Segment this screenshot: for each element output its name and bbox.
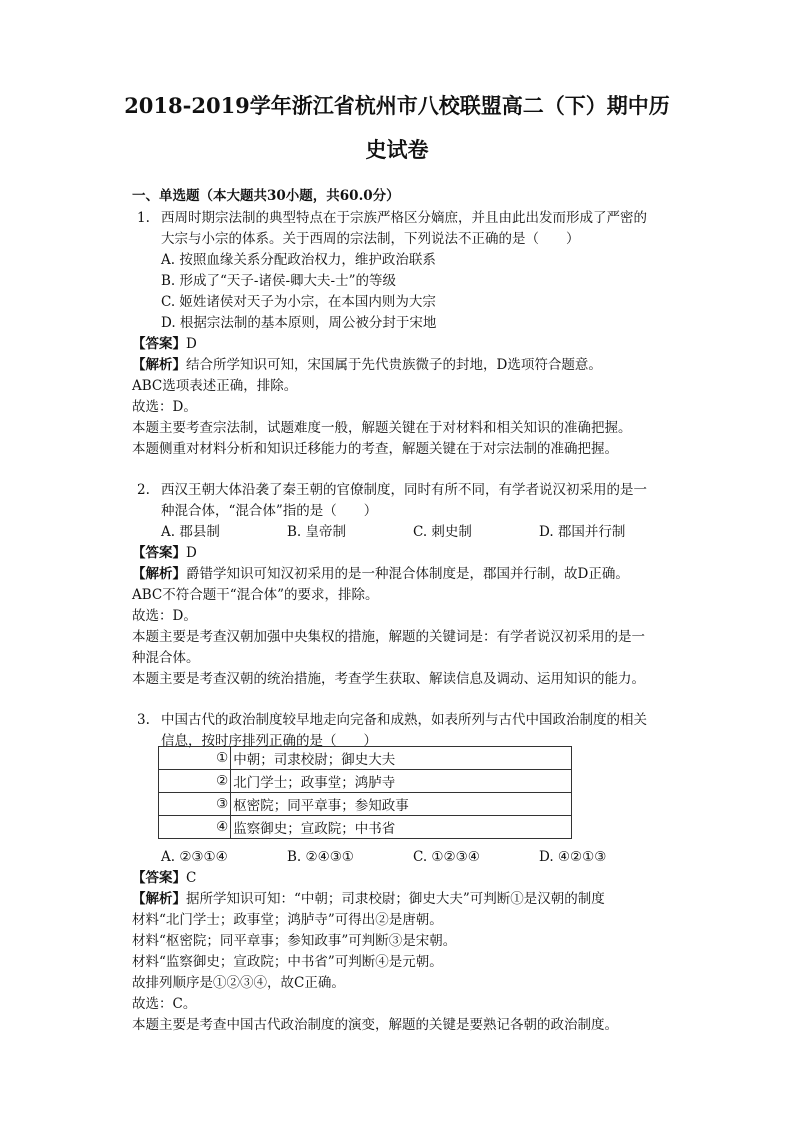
title-line-1: 2018-2019学年浙江省杭州市八校联盟高二（下）期中历: [124, 93, 670, 118]
q1-option-c: C. 姬姓诸侯对天子为小宗，在本国内则为大宗: [161, 294, 436, 310]
q2-analysis-label: 【解析】: [132, 566, 186, 582]
q2-answer-value: D: [186, 545, 197, 561]
q3-stem-line-1: 中国古代的政治制度较早地走向完备和成熟，如表所列与古代中国政治制度的相关: [161, 712, 647, 728]
q3-option-a: A. ②③①④: [161, 849, 228, 865]
q2-stem-line-2: 种混合体，“混合体”指的是（ ）: [161, 503, 378, 519]
section-heading: 一、单选题（本大题共30小题，共60.0分）: [132, 188, 400, 204]
q1-analysis-label: 【解析】: [132, 357, 186, 373]
q3-option-c: C. ①②③④: [413, 849, 480, 865]
table-row: [159, 816, 572, 839]
q1-stem-line-2: 大宗与小宗的体系。关于西周的宗法制，下列说法不正确的是（ ）: [161, 231, 580, 247]
q1-number: 1.: [137, 210, 150, 226]
q1-option-b: B. 形成了“天子-诸侯-卿大夫-士”的等级: [161, 273, 396, 289]
q3-analysis-line-6: 故选：C。: [132, 996, 197, 1012]
q3-analysis-line-7: 本题主要是考查中国古代政治制度的演变，解题的关键是要熟记各朝的政治制度。: [132, 1017, 618, 1033]
table-cell-text: 监察御史；宣政院；中书省: [231, 816, 572, 839]
q3-analysis-label: 【解析】: [132, 891, 186, 907]
q3-option-d: D. ④②①③: [539, 849, 607, 865]
q2-option-a: A. 郡县制: [161, 524, 220, 540]
q3-stem-line-2: 信息，按时序排列正确的是（ ）: [161, 733, 377, 749]
table-cell-text: 枢密院；同平章事；参知政事: [231, 793, 572, 816]
q3-table: [158, 746, 572, 839]
q3-answer-value: C: [186, 870, 197, 886]
table-cell-number: ②: [159, 770, 231, 793]
q1-analysis-line-4: 本题主要考查宗法制，试题难度一般，解题关键在于对材料和相关知识的准确把握。: [132, 420, 632, 436]
q3-analysis-line-3: 材料“枢密院；同平章事；参知政事”可判断③是宋朝。: [132, 933, 457, 949]
table-row: [159, 770, 572, 793]
title-line-2: 史试卷: [365, 137, 429, 162]
q1-answer: [132, 334, 197, 354]
q3-number: 3.: [137, 712, 150, 728]
q2-number: 2.: [137, 482, 150, 498]
q2-analysis-text-1: 爵错学知识可知汉初采用的是一种混合体制度是，郡国并行制，故D正确。: [186, 566, 629, 582]
q3-answer-label: 【答案】: [132, 870, 186, 886]
q1-answer-value: D: [186, 336, 197, 352]
q2-analysis-line-3: 故选：D。: [132, 608, 197, 624]
q3-analysis-line-2: 材料“北门学士；政事堂；鸿胪寺”可得出②是唐朝。: [132, 912, 443, 928]
q1-option-d: D. 根据宗法制的基本原则，周公被分封于宋地: [161, 315, 437, 331]
q1-stem-line-1: 西周时期宗法制的典型特点在于宗族严格区分嫡庶，并且由此出发而形成了严密的: [161, 210, 647, 226]
table-cell-text: 北门学士；政事堂；鸿胪寺: [231, 770, 572, 793]
q1-analysis-line-3: 故选：D。: [132, 399, 197, 415]
q1-answer-label: 【答案】: [132, 336, 186, 352]
q2-option-d: D. 郡国并行制: [539, 524, 626, 540]
q1-analysis-line-2: ABC选项表述正确，排除。: [132, 378, 298, 394]
q3-answer: [132, 868, 196, 888]
q2-analysis-line-2: ABC不符合题干“混合体”的要求，排除。: [132, 587, 379, 603]
q2-option-c: C. 刺史制: [413, 524, 472, 540]
q3-analysis-text-1: 据所学知识可知：“中朝；司隶校尉；御史大夫”可判断①是汉朝的制度: [186, 891, 605, 907]
table-cell-number: ③: [159, 793, 231, 816]
q2-option-b: B. 皇帝制: [287, 524, 347, 540]
q1-analysis-line-5: 本题侧重对材料分析和知识迁移能力的考查，解题关键在于对宗法制的准确把握。: [132, 441, 618, 457]
document-title: [90, 84, 704, 172]
q2-analysis-line-4: 本题主要是考查汉朝加强中央集权的措施，解题的关键词是：有学者说汉初采用的是一: [132, 629, 645, 645]
q3-option-b: B. ②④③①: [287, 849, 354, 865]
q1-analysis-line-1: [132, 355, 602, 375]
q2-stem-line-1: 西汉王朝大体沿袭了秦王朝的官僚制度，同时有所不同，有学者说汉初采用的是一: [161, 482, 647, 498]
table-row: [159, 793, 572, 816]
q3-analysis-line-5: 故排列顺序是①②③④，故C正确。: [132, 975, 345, 991]
table-cell-number: ①: [159, 747, 231, 770]
q3-analysis-line-1: [132, 889, 605, 909]
q1-option-a: A. 按照血缘关系分配政治权力，维护政治联系: [161, 252, 436, 268]
table-cell-number: ④: [159, 816, 231, 839]
table-cell-text: 中朝；司隶校尉；御史大夫: [231, 747, 572, 770]
table-row: [159, 747, 572, 770]
q2-analysis-line-5: 种混合体。: [132, 650, 200, 666]
q3-analysis-line-4: 材料“监察御史；宣政院；中书省”可判断④是元朝。: [132, 954, 443, 970]
q2-analysis-line-1: [132, 564, 629, 584]
q1-analysis-text-1: 结合所学知识可知，宋国属于先代贵族微子的封地，D选项符合题意。: [186, 357, 602, 373]
q2-answer: [132, 543, 197, 563]
q2-answer-label: 【答案】: [132, 545, 186, 561]
q2-analysis-line-6: 本题主要是考查汉朝的统治措施，考查学生获取、解读信息及调动、运用知识的能力。: [132, 671, 645, 687]
